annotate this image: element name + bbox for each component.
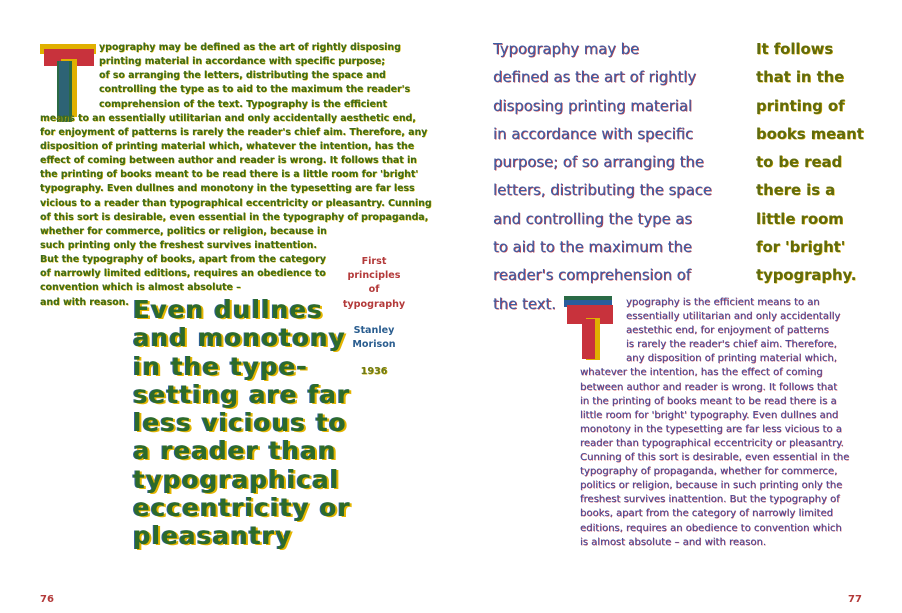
body-line: and with reason. <box>40 296 129 308</box>
pull-quote-line: setting are far <box>133 379 351 409</box>
body-line: in the printing of books meant to be read there is a <box>580 395 837 407</box>
body-line: of narrowly limited editions, requires an obedience to <box>40 268 326 280</box>
body-line: the printing of books meant to be read there is a little room for 'bright' <box>40 169 419 181</box>
right-bold-text-column <box>756 36 864 291</box>
large-text-line: letters, distributing the space <box>493 182 712 200</box>
body-line: comprehension of the text. Typography is the efficient <box>99 98 387 110</box>
large-text-line: Typography may be <box>493 41 640 58</box>
pull-quote-line: eccentricity or <box>133 493 351 523</box>
bold-text-line: that in the <box>756 69 845 87</box>
pull-quote-line: less vicious to <box>133 408 347 438</box>
body-line: aestethic end, for enjoyment of patterns <box>626 325 829 337</box>
body-line: typography of propaganda, whether for commerce, <box>580 466 838 478</box>
large-text-line: and controlling the type as <box>493 210 693 228</box>
body-line: reader than typographical eccentricity or pleasantry. <box>580 437 844 449</box>
publication-year: 1936 <box>360 366 388 377</box>
essay-title-line: typography <box>342 298 406 310</box>
body-line: ypography is the efficient means to an <box>626 297 820 308</box>
bold-text-line: typography. <box>756 267 857 285</box>
body-line: convention which is almost absolute – <box>40 282 241 294</box>
bold-text-line: for 'bright' <box>756 239 846 257</box>
body-line: ypography may be defined as the art of rightly disposing <box>99 42 401 53</box>
body-line: whatever the intention, has the effect of coming <box>580 367 823 379</box>
bold-text-line: It follows <box>756 41 834 58</box>
large-text-line: in accordance with specific <box>493 125 694 143</box>
large-text-line: reader's comprehension of <box>493 267 691 285</box>
body-line: whether for commerce, politics or religion, because in <box>40 225 327 237</box>
pull-quote-line: pleasantry <box>133 521 293 551</box>
body-line: disposition of printing material which, whatever the intention, has the <box>40 140 415 152</box>
author-name-line: Morison <box>352 339 396 351</box>
pull-quote-line: Even dullnes <box>133 295 324 324</box>
large-text-line: purpose; of so arranging the <box>493 154 704 172</box>
large-text-line: the text. <box>493 295 556 313</box>
body-line: effect of coming between author and reader is wrong. It follows that in <box>40 155 417 167</box>
pull-quote-line: a reader than <box>133 436 337 466</box>
essay-title-line: First <box>361 256 387 267</box>
body-line: is rarely the reader's chief aim. Therefore, <box>626 339 837 351</box>
page-number-right: 77 <box>848 594 862 605</box>
bold-text-line: books meant <box>756 125 864 143</box>
right-body-text <box>580 296 870 550</box>
body-line: monotony in the typesetting are far less vicious to a <box>580 423 842 435</box>
body-line: Cunning of this sort is desirable, even essential in the <box>580 452 850 464</box>
body-line: controlling the type as to aid to the maximum the reader's <box>99 84 411 96</box>
author-name-line: Stanley <box>353 325 395 336</box>
bold-text-line: little room <box>756 210 844 228</box>
right-large-text-column <box>493 36 712 319</box>
body-line: typography. Even dullnes and monotony in the typesetting are far less <box>40 183 415 195</box>
body-line: printing material in accordance with specific purpose; <box>99 56 386 68</box>
essay-title-line: principles <box>347 270 401 282</box>
body-line: means to an essentially utilitarian and only accidentally aesthetic end, <box>40 112 416 124</box>
bold-text-line: to be read <box>756 154 843 172</box>
pull-quote-line: and monotony <box>133 323 347 353</box>
body-line: between author and reader is wrong. It follows that <box>580 381 838 393</box>
body-line: freshest survives inattention. But the typography of <box>580 494 840 506</box>
body-line: such printing only the freshest survives inattention. <box>40 239 317 251</box>
body-line: little room for 'bright' typography. Even dullnes and <box>580 409 839 421</box>
large-text-line: disposing printing material <box>493 97 693 115</box>
essay-title-line: of <box>368 284 380 296</box>
pull-quote-line: typographical <box>133 464 340 494</box>
body-line: vicious to a reader than typographical eccentricity or pleasantry. Cunning <box>40 197 432 209</box>
body-line: essentially utilitarian and only accidentally <box>626 311 841 323</box>
pull-quote <box>133 296 351 551</box>
body-line: But the typography of books, apart from the category <box>40 254 326 266</box>
pull-quote-line: in the type- <box>133 351 309 381</box>
bold-text-line: there is a <box>756 182 836 200</box>
body-line: books, apart from the category of narrowly limited <box>580 508 833 520</box>
body-line: of so arranging the letters, distributing the space and <box>99 70 386 82</box>
essay-title <box>338 255 410 312</box>
author-name <box>338 324 410 352</box>
body-line: any disposition of printing material which, <box>626 353 837 365</box>
body-line: politics or religion, because in such printing only the <box>580 480 843 492</box>
body-line: is almost absolute – and with reason. <box>580 536 766 548</box>
bold-text-line: printing of <box>756 97 845 115</box>
body-line: editions, requires an obedience to convention which <box>580 522 842 534</box>
body-line: for enjoyment of patterns is rarely the reader's chief aim. Therefore, any <box>40 126 428 138</box>
page-number-left: 76 <box>40 594 54 605</box>
large-text-line: defined as the art of rightly <box>493 69 697 87</box>
body-line: of this sort is desirable, even essential in the typography of propaganda, <box>40 211 429 223</box>
large-text-line: to aid to the maximum the <box>493 239 692 257</box>
